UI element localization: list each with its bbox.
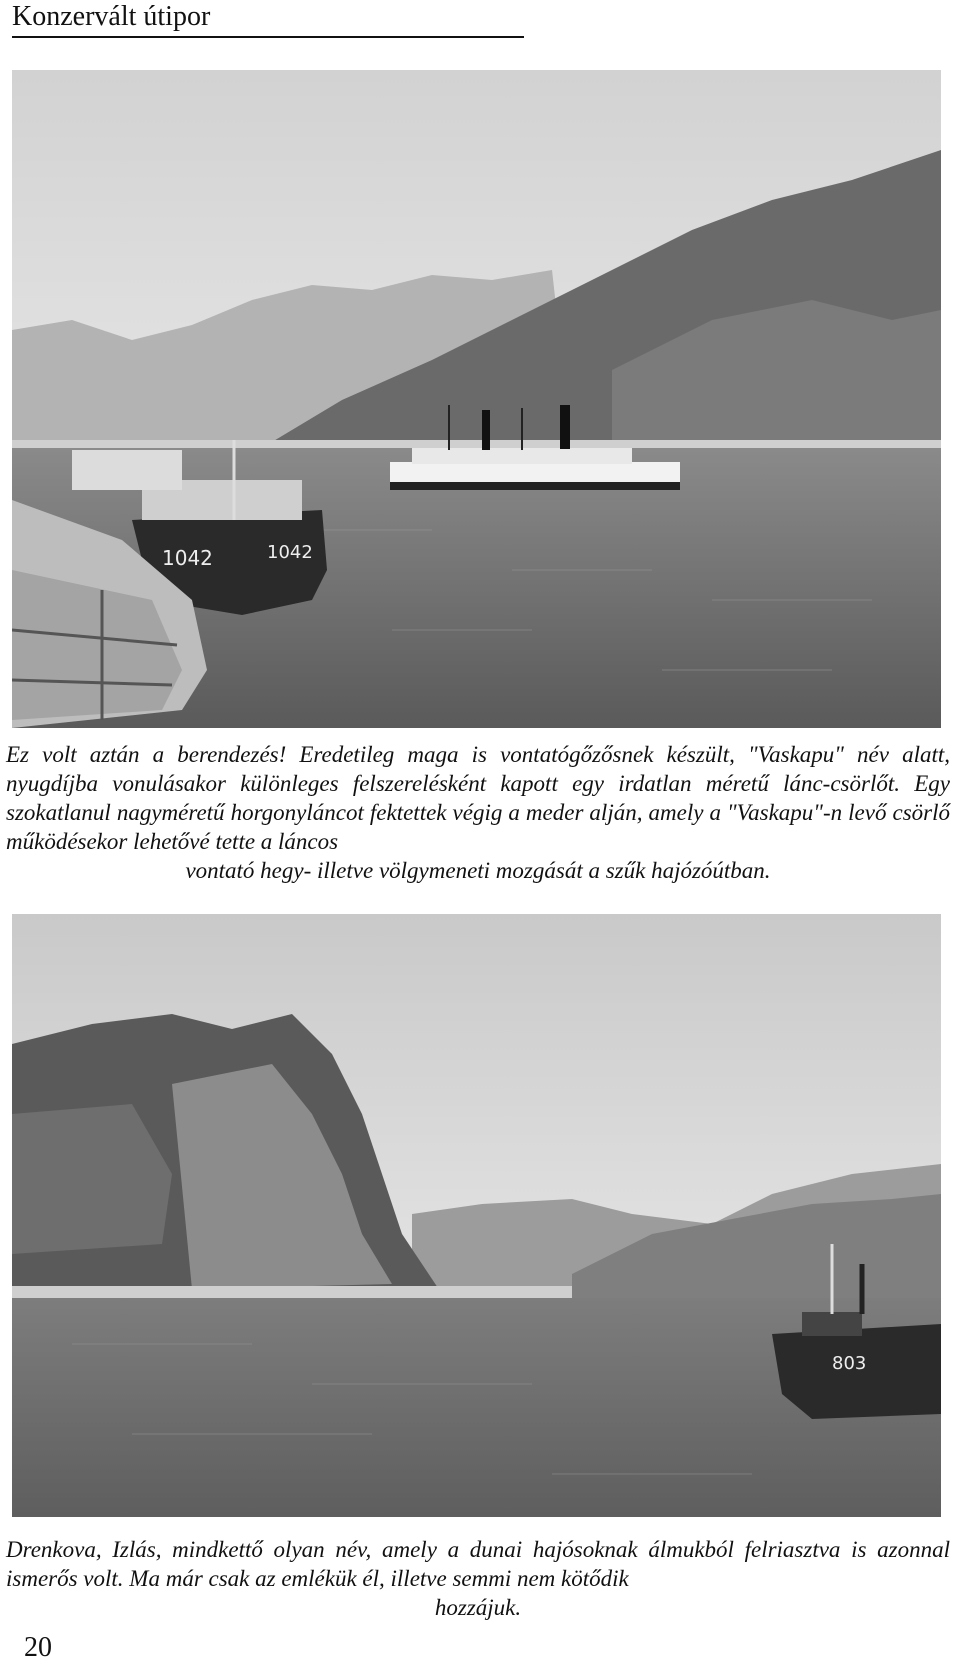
photo-barges-and-steamer-image [12,70,941,728]
photo-rocky-gorge-image [12,914,941,1517]
header-title: Konzervált útipor [12,1,211,32]
caption-barges-and-steamer [6,740,950,885]
running-header [12,0,524,38]
caption-gorge-last-line: hozzájuk. [434,1595,522,1620]
page-number: 20 [24,1632,52,1663]
caption-gorge-body: Drenkova, Izlás, mindkettő olyan név, amely a dunai hajósoknak álmukból felriasztva is azonnal ismerős volt. Ma már csak az emlékük él, illetve semmi nem kötődik [6,1537,950,1591]
photo-rocky-gorge [12,914,941,1517]
caption-rocky-gorge [6,1535,950,1622]
boat-number-803: 803 [832,1353,867,1374]
barge-number-left: 1042 [162,546,213,570]
caption-barges-body: Ez volt aztán a berendezés! Eredetileg maga is vontatógőzősnek készült, "Vaskapu" név alatt, nyugdíjba vonulásakor különleges felszerelésként kapott egy irdatlan méretű lánc-csörlőt. Egy szokatlanul nagyméretű horgonyláncot fektettek végig a meder alján, amely a "Vaskapu"-n levő csörlő működésekor lehetővé tette a láncos [6,742,950,854]
caption-barges-last-line: vontató hegy- illetve völgymeneti mozgását a szűk hajózóútban. [185,858,771,883]
barge-number-right: 1042 [267,542,313,563]
photo-barges-and-steamer [12,70,941,728]
